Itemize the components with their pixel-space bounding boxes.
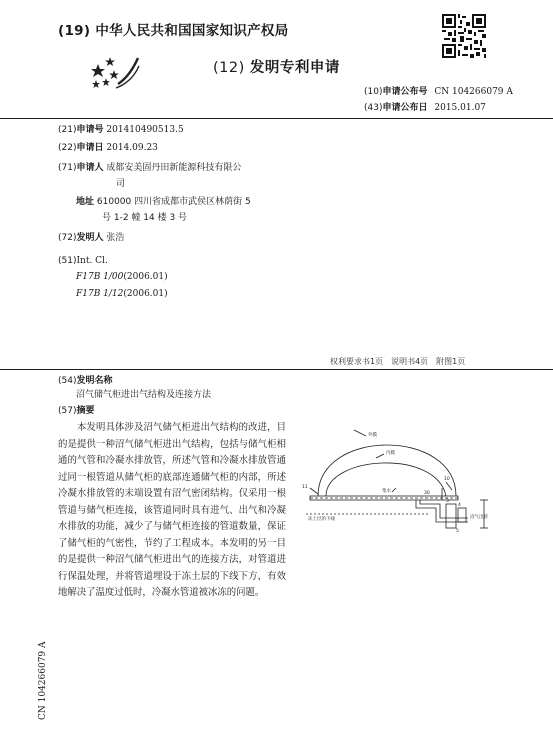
filing-date <box>58 142 158 154</box>
applicant-line2: 司 <box>116 179 126 189</box>
filing-date-label: 申请日 <box>76 143 104 153</box>
address <box>76 196 251 208</box>
applicant <box>58 162 241 174</box>
label-outer-membrane: 外膜 <box>368 433 377 438</box>
pub-no-label: 申请公布号 <box>382 87 428 97</box>
doc-kind-label: 发明专利申请 <box>249 60 340 76</box>
invention-title-heading <box>58 375 113 387</box>
authority-heading <box>58 19 289 39</box>
abstract-label: 摘要 <box>76 406 95 416</box>
page-counts: 权利要求书1页 说明书4页 附图1页 <box>330 357 466 366</box>
abstract-heading <box>58 405 95 417</box>
pub-date-code: (43) <box>364 103 383 113</box>
int-cl-class-1 <box>76 271 168 283</box>
int-cl-class-1-code: F17B 1/00 <box>76 272 124 282</box>
ref-number-5: 5 <box>456 529 459 534</box>
address-label: 地址 <box>76 197 95 207</box>
int-cl-label: Int. Cl. <box>76 256 108 266</box>
qr-code <box>440 12 488 60</box>
ref-number-4: 4 <box>458 503 461 508</box>
header-divider <box>0 118 553 119</box>
inventor-value: 张浩 <box>106 233 125 243</box>
app-no-value: 201410490513.5 <box>106 125 184 135</box>
abstract-code: (57) <box>58 406 77 416</box>
int-cl-class-2 <box>76 288 168 300</box>
claims-divider <box>0 369 553 370</box>
doc-kind-code: (12) <box>213 60 245 76</box>
title-code: (54) <box>58 376 77 386</box>
document-kind <box>213 56 340 77</box>
int-cl <box>58 255 108 267</box>
country-code: (19) <box>58 23 91 39</box>
inventor-label: 发明人 <box>76 233 104 243</box>
int-cl-code: (51) <box>58 256 77 266</box>
storage-tank-figure <box>296 408 496 542</box>
applicant-line1: 成都安美固丹田新能源科技有限公 <box>106 163 242 173</box>
applicant-code: (71) <box>58 163 77 173</box>
pub-no-value: CN 104266079 A <box>434 87 513 97</box>
ref-number-30: 30 <box>424 491 430 496</box>
pub-date-value: 2015.01.07 <box>434 103 486 113</box>
abstract-body: 本发明具体涉及沼气储气柜进出气结构的改进，目的是提供一种沼气储气柜进出气结构，包括与储气柜相通的气管和冷凝水排放管，所述气管和冷凝水排放管通过同一根管道从储气柜的底部连通储气柜的内部，所述冷凝水排放管的末端设置有沼气密闭结构。仅采用一根管道与储气柜连接，该管道同时具有进气、出气和冷凝水排放的功能，减少了与储气柜连接的管道数量，保证了储气柜的气密性，节约了工程成本。本发明的另一目的是提供一种沼气储气柜进出气的连接方法，对管道进行保温处理，并将管道埋设于冻土层的下线下方，有效地解决了温度过低时，冷凝水管道被冰冻的问题。 <box>58 422 286 598</box>
authority-name: 中华人民共和国国家知识产权局 <box>95 23 289 39</box>
label-inner-membrane: 内膜 <box>386 451 395 456</box>
int-cl-class-2-code: F17B 1/12 <box>76 289 124 299</box>
address-line1: 610000 四川省成都市武侯区林荫街 5 <box>96 197 251 207</box>
invention-title: 沼气储气柜进出气结构及连接方法 <box>76 390 212 400</box>
side-publication-number: CN 104266079 A <box>38 641 48 720</box>
title-label: 发明名称 <box>76 376 113 386</box>
inventor-code: (72) <box>58 233 77 243</box>
publication-number <box>364 86 513 98</box>
publication-date <box>364 102 486 114</box>
pub-no-code: (10) <box>364 87 383 97</box>
filing-date-value: 2014.09.23 <box>106 143 158 153</box>
applicant-label: 申请人 <box>76 163 104 173</box>
label-frozen-soil-line: 冻土层的下线 <box>308 517 335 522</box>
ref-number-10: 10 <box>444 477 450 482</box>
filing-date-code: (22) <box>58 143 77 153</box>
int-cl-class-1-date: (2006.01) <box>123 272 168 282</box>
emblem-stars-icon <box>88 54 140 90</box>
ref-number-3: 3 <box>446 499 449 504</box>
pub-date-label: 申请公布日 <box>382 103 428 113</box>
ref-number-11: 11 <box>302 485 308 490</box>
label-water-collection: 集水 <box>382 489 391 494</box>
label-gas-outlet: 沼气出管 <box>470 515 488 520</box>
application-number <box>58 124 184 136</box>
app-no-label: 申请号 <box>76 125 104 135</box>
inventor <box>58 232 124 244</box>
int-cl-class-2-date: (2006.01) <box>123 289 168 299</box>
app-no-code: (21) <box>58 125 77 135</box>
address-line2: 号 1-2 幢 14 楼 3 号 <box>102 213 188 223</box>
